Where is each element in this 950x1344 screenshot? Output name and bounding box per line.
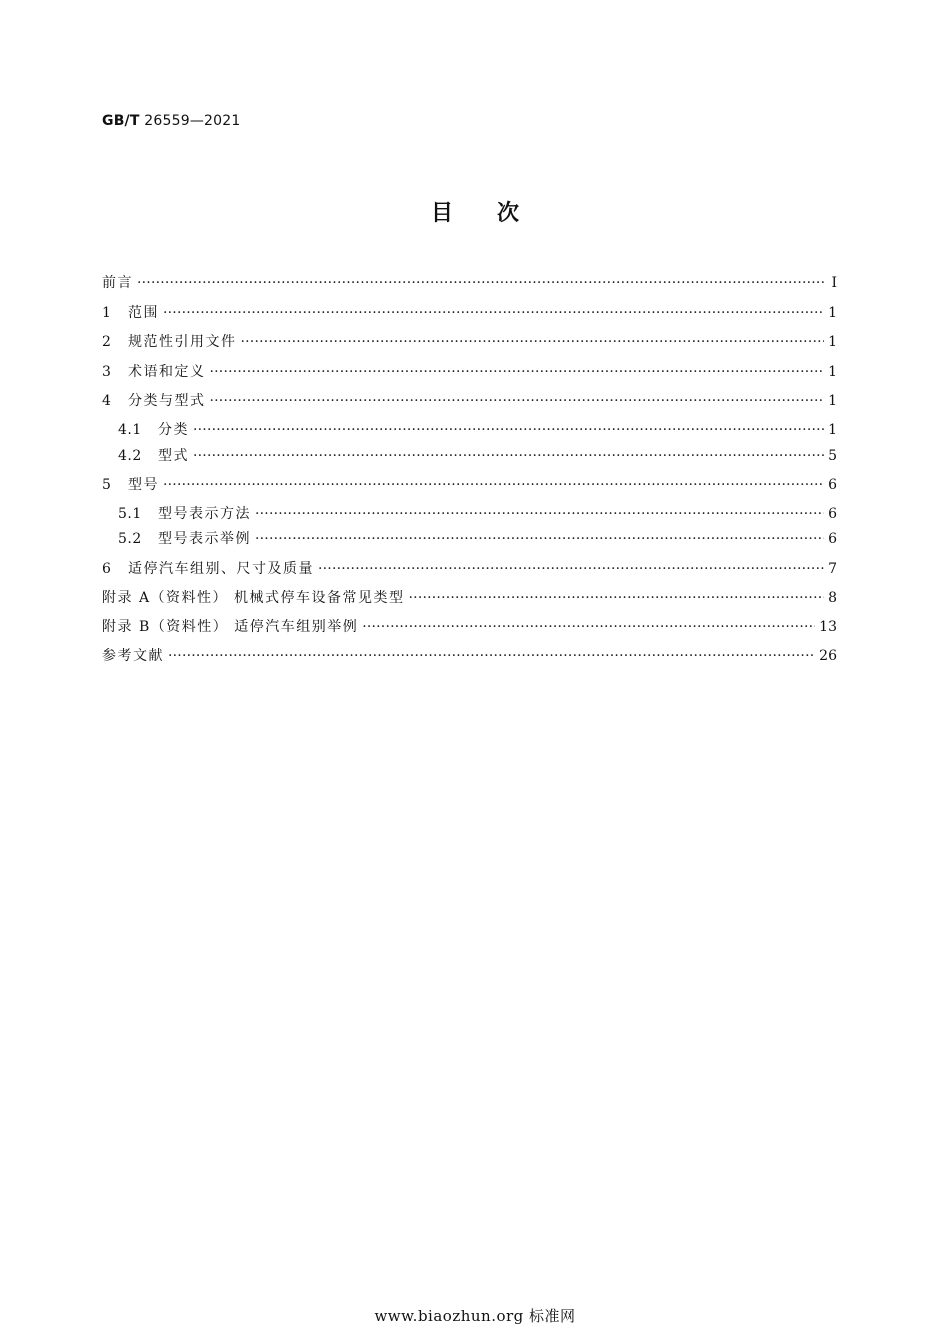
toc-label: 分类 [158,422,189,438]
toc-leader [137,272,825,294]
toc-page: Ⅰ [831,275,837,291]
toc-page: 8 [828,590,837,606]
toc-entry-3[interactable] [102,361,837,383]
toc-page: 1 [828,393,837,409]
toc-label: 分类与型式 [128,393,206,409]
toc-leader [163,474,824,496]
toc-page: 1 [828,364,837,380]
toc-page: 5 [828,448,837,464]
toc-page: 6 [828,531,837,547]
toc-leader [210,390,825,412]
toc-label: 范围 [128,305,159,321]
toc-label: 附录 B（资料性） 适停汽车组别举例 [102,619,359,635]
toc-number: 4.2 [118,448,142,464]
toc-leader [193,419,824,441]
toc-page: 1 [828,422,837,438]
toc-leader [163,302,824,324]
toc-entry-4[interactable] [102,390,837,412]
toc-entry-appendix-b[interactable] [102,616,837,638]
toc-number: 3 [102,364,112,380]
toc-leader [193,445,824,467]
toc-page: 13 [819,619,837,635]
toc-label: 术语和定义 [128,364,206,380]
toc-entry-4-1[interactable] [118,419,837,441]
toc-entry-5[interactable] [102,474,837,496]
standard-number: 26559—2021 [144,113,241,129]
toc-page: 1 [828,305,837,321]
toc-entry-foreword[interactable] [102,272,837,294]
toc-number: 4 [102,393,112,409]
toc-entry-appendix-a[interactable] [102,587,837,609]
toc-leader [255,503,824,525]
toc-label: 型号表示方法 [158,506,251,522]
toc-leader [241,331,825,353]
toc-label: 型号表示举例 [158,531,251,547]
standard-prefix: GB/T [102,113,140,129]
standard-code [102,113,240,129]
page-title [0,196,950,227]
toc-entry-1[interactable] [102,302,837,324]
toc-label: 参考文献 [102,648,164,664]
toc-number: 6 [102,561,112,577]
title-char-2: 次 [497,201,520,226]
toc-entry-4-2[interactable] [118,445,837,467]
toc-label: 前言 [102,275,133,291]
toc-leader [409,587,825,609]
toc-leader [168,645,815,667]
toc-number: 4.1 [118,422,142,438]
toc-entry-5-1[interactable] [118,503,837,525]
toc-number: 1 [102,305,112,321]
toc-number: 5 [102,477,112,493]
toc-label: 型号 [128,477,159,493]
toc-entry-6[interactable] [102,558,837,580]
toc-page: 1 [828,334,837,350]
toc-page: 7 [828,561,837,577]
toc-label: 规范性引用文件 [128,334,237,350]
toc-label: 附录 A（资料性） 机械式停车设备常见类型 [102,590,405,606]
footer-watermark: www.biaozhun.org 标准网 [374,1307,576,1325]
toc-number: 2 [102,334,112,350]
toc-page: 6 [828,506,837,522]
toc-leader [362,616,815,638]
toc-entry-2[interactable] [102,331,837,353]
toc-leader [255,528,824,550]
toc-entry-references[interactable] [102,645,837,667]
toc-leader [210,361,825,383]
toc-leader [318,558,824,580]
toc-page: 26 [819,648,837,664]
toc-label: 适停汽车组别、尺寸及质量 [128,561,314,577]
toc-number: 5.1 [118,506,142,522]
toc-number: 5.2 [118,531,142,547]
title-char-1: 目 [430,201,453,226]
toc-entry-5-2[interactable] [118,528,837,550]
toc-label: 型式 [158,448,189,464]
toc-page: 6 [828,477,837,493]
